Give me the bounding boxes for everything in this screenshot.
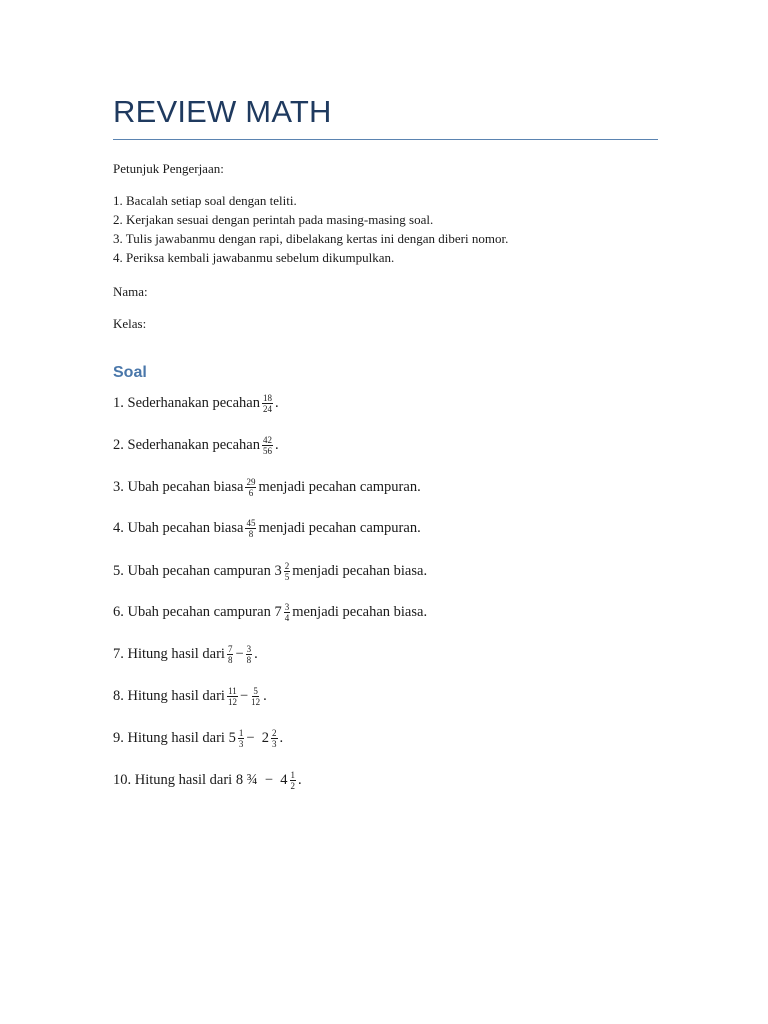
- question-text: 5. Ubah pecahan campuran 3: [113, 562, 282, 579]
- fraction: [227, 686, 238, 707]
- numerator: 18: [262, 392, 272, 403]
- question-8: [113, 681, 267, 711]
- instruction-item: 1. Bacalah setiap soal dengan teliti.: [113, 193, 297, 208]
- fraction: [262, 393, 273, 414]
- question-9: [113, 723, 283, 753]
- fraction: [250, 686, 261, 707]
- operator: − 2: [246, 729, 270, 746]
- page-title: REVIEW MATH: [113, 94, 332, 129]
- numerator: 5: [253, 685, 258, 696]
- question-text: 8. Hitung hasil dari: [113, 687, 225, 704]
- instruction-item: 3. Tulis jawabanmu dengan rapi, dibelakang kertas ini dengan diberi nomor.: [113, 231, 509, 246]
- numerator: 2: [272, 727, 277, 738]
- question-5: [113, 556, 427, 586]
- instruction-item: 4. Periksa kembali jawabanmu sebelum dikumpulkan.: [113, 250, 395, 265]
- question-text: 1. Sederhanakan pecahan: [113, 394, 260, 411]
- numerator: 45: [246, 517, 256, 528]
- question-suffix: menjadi pecahan biasa.: [292, 562, 428, 579]
- instruction-item: 2. Kerjakan sesuai dengan perintah pada masing-masing soal.: [113, 212, 434, 227]
- question-suffix: .: [254, 645, 258, 662]
- numerator: 2: [284, 560, 290, 571]
- fraction: [246, 644, 253, 665]
- question-3: [113, 472, 421, 502]
- numerator: 3: [284, 601, 290, 612]
- numerator: 11: [228, 685, 237, 696]
- instructions-label: Petunjuk Pengerjaan:: [113, 161, 224, 176]
- question-6: [113, 597, 427, 627]
- fraction: [290, 770, 297, 791]
- numerator: 1: [238, 727, 244, 738]
- question-suffix: .: [279, 729, 284, 746]
- denominator: 3: [272, 738, 277, 749]
- question-text: 7. Hitung hasil dari: [113, 645, 225, 662]
- question-text: 3. Ubah pecahan biasa: [113, 478, 244, 495]
- question-10: [113, 765, 302, 795]
- numerator: 29: [246, 476, 256, 487]
- fraction: [271, 728, 278, 749]
- question-text: 4. Ubah pecahan biasa: [113, 519, 244, 536]
- denominator: 56: [262, 445, 272, 456]
- denominator: 8: [248, 528, 254, 539]
- fraction: [284, 561, 291, 582]
- fraction: [245, 518, 256, 539]
- numerator: 1: [290, 769, 296, 780]
- question-text: 6. Ubah pecahan campuran 7: [113, 603, 282, 620]
- denominator: 24: [262, 403, 272, 414]
- question-text: 2. Sederhanakan pecahan: [113, 436, 260, 453]
- numerator: 42: [262, 434, 272, 445]
- denominator: 12: [227, 696, 237, 707]
- title-divider: [113, 139, 658, 140]
- fraction: [284, 602, 291, 623]
- question-text: 10. Hitung hasil dari 8 ¾ − 4: [113, 771, 288, 788]
- denominator: 6: [248, 487, 254, 498]
- question-suffix: .: [263, 687, 267, 704]
- denominator: 4: [284, 612, 290, 623]
- question-suffix: menjadi pecahan biasa.: [292, 603, 428, 620]
- question-4: [113, 513, 421, 543]
- denominator: 12: [251, 696, 261, 707]
- question-suffix: .: [298, 771, 302, 788]
- question-suffix: menjadi pecahan campuran.: [258, 519, 421, 536]
- denominator: 3: [238, 738, 244, 749]
- numerator: 7: [227, 643, 233, 654]
- kelas-label: Kelas:: [113, 316, 147, 331]
- fraction: [262, 435, 273, 456]
- question-text: 9. Hitung hasil dari 5: [113, 729, 236, 746]
- soal-heading: Soal: [113, 364, 147, 381]
- question-suffix: menjadi pecahan campuran.: [258, 478, 421, 495]
- question-7: [113, 639, 258, 669]
- instructions-list: [113, 191, 508, 267]
- denominator: 2: [290, 780, 296, 791]
- numerator: 3: [246, 643, 252, 654]
- fraction: [238, 728, 245, 749]
- fraction: [227, 644, 234, 665]
- fraction: [245, 477, 256, 498]
- operator: −: [235, 645, 244, 662]
- nama-label: Nama:: [113, 284, 148, 299]
- denominator: 5: [284, 571, 290, 582]
- question-suffix: .: [274, 436, 279, 453]
- denominator: 8: [246, 654, 252, 665]
- operator: −: [239, 687, 249, 704]
- denominator: 8: [227, 654, 233, 665]
- question-1: [113, 388, 279, 418]
- question-suffix: .: [274, 394, 279, 411]
- question-2: [113, 430, 279, 460]
